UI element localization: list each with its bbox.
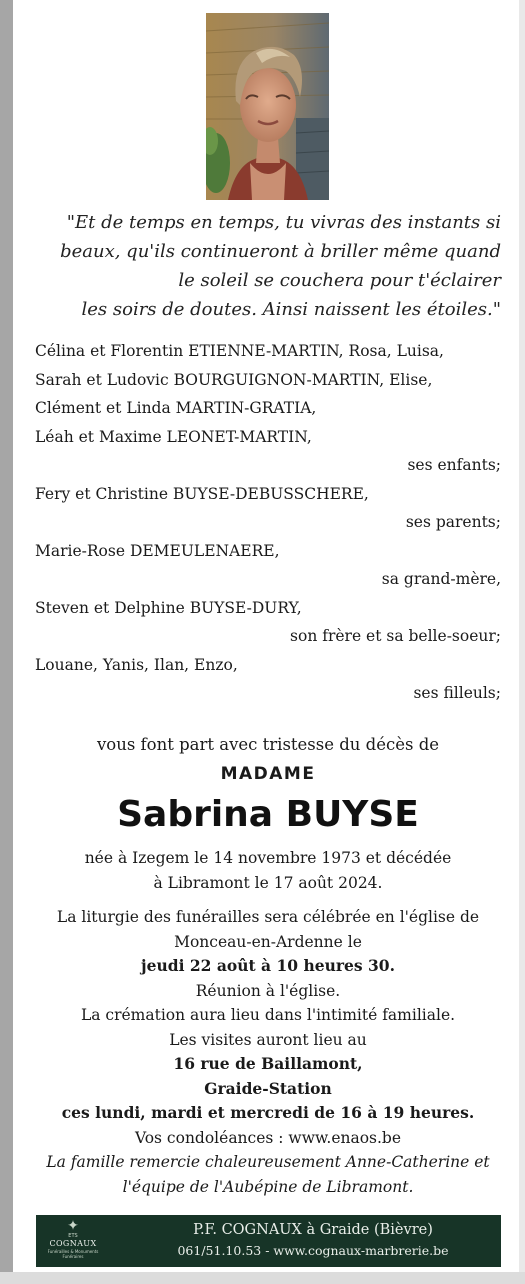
relationship-label: ses enfants; [407, 456, 501, 474]
ceremony-details [30, 846, 506, 1199]
logo-ets: ETS [68, 1233, 78, 1239]
funeral-home-contact: 061/51.10.53 - www.cognaux-marbrerie.be [177, 1243, 449, 1258]
liturgy-line: Monceau-en-Ardenne le [174, 932, 362, 951]
family-member-line: Steven et Delphine BUYSE-DURY, [35, 598, 302, 617]
relationship-label: ses parents; [405, 513, 501, 531]
epitaph-quote [60, 208, 501, 324]
thanks-line: La famille remercie chaleureusement Anne-Catherine et [46, 1153, 490, 1171]
family-member-line: Louane, Yanis, Ilan, Enzo, [35, 655, 238, 674]
portrait-image [206, 13, 329, 200]
quote-line: beaux, qu'ils continueront à briller même quand [60, 241, 501, 262]
family-list [35, 337, 501, 708]
cremation-info: La crémation aura lieu dans l'intimité familiale. [80, 1006, 456, 1024]
family-member-line: Marie-Rose DEMEULENAERE, [35, 541, 280, 560]
honorific-title: MADAME [220, 764, 316, 784]
funeral-home-name: P.F. COGNAUX à Graide (Bièvre) [193, 1222, 433, 1238]
relationship-label: sa grand-mère, [381, 570, 501, 588]
visit-times: ces lundi, mardi et mercredi de 16 à 19 heures. [61, 1103, 475, 1122]
family-member-line: Léah et Maxime LEONET-MARTIN, [35, 427, 312, 446]
funeral-home-banner [36, 1215, 501, 1267]
quote-line: les soirs de doutes. Ainsi naissent les étoiles." [81, 299, 501, 320]
condolences-line: Vos condoléances : www.enaos.be [134, 1128, 402, 1147]
bottom-edge [0, 1272, 525, 1284]
right-edge [519, 0, 525, 1284]
meeting-info: Réunion à l'église. [195, 981, 341, 1000]
birth-death-line: à Libramont le 17 août 2024. [153, 873, 383, 892]
left-border-bar [0, 0, 13, 1284]
quote-line: "Et de temps en temps, tu vivras des instants si [66, 212, 501, 233]
visit-address: Graide-Station [204, 1078, 332, 1098]
visit-address: 16 rue de Baillamont, [173, 1054, 363, 1073]
birth-death-line: née à Izegem le 14 novembre 1973 et décédée [84, 849, 452, 867]
relationship-label: ses filleuls; [413, 684, 501, 702]
cognaux-logo [40, 1219, 106, 1263]
family-member-line: Sarah et Ludovic BOURGUIGNON-MARTIN, Elise, [35, 370, 433, 389]
family-member-line: Célina et Florentin ETIENNE-MARTIN, Rosa, Luisa, [35, 342, 444, 360]
announcement-text: vous font part avec tristesse du décès de [96, 735, 440, 754]
flame-icon: ✦ [67, 1218, 79, 1234]
family-member-line: Clément et Linda MARTIN-GRATIA, [35, 399, 317, 417]
visits-intro: Les visites auront lieu au [169, 1030, 367, 1049]
ceremony-date: jeudi 22 août à 10 heures 30. [141, 956, 395, 975]
thanks-line: l'équipe de l'Aubépine de Libramont. [122, 1177, 414, 1196]
deceased-name: Sabrina BUYSE [117, 794, 419, 835]
logo-subtitle: Funérailles & Monuments Funéraires [47, 1249, 99, 1259]
deceased-portrait-photo [206, 13, 329, 200]
liturgy-line: La liturgie des funérailles sera célébrée en l'église de [56, 908, 480, 926]
relationship-label: son frère et sa belle-soeur; [290, 627, 501, 645]
family-member-line: Fery et Christine BUYSE-DEBUSSCHERE, [35, 484, 369, 503]
logo-name: COGNAUX [49, 1239, 97, 1248]
quote-line: le soleil se couchera pour t'éclairer [178, 270, 501, 291]
